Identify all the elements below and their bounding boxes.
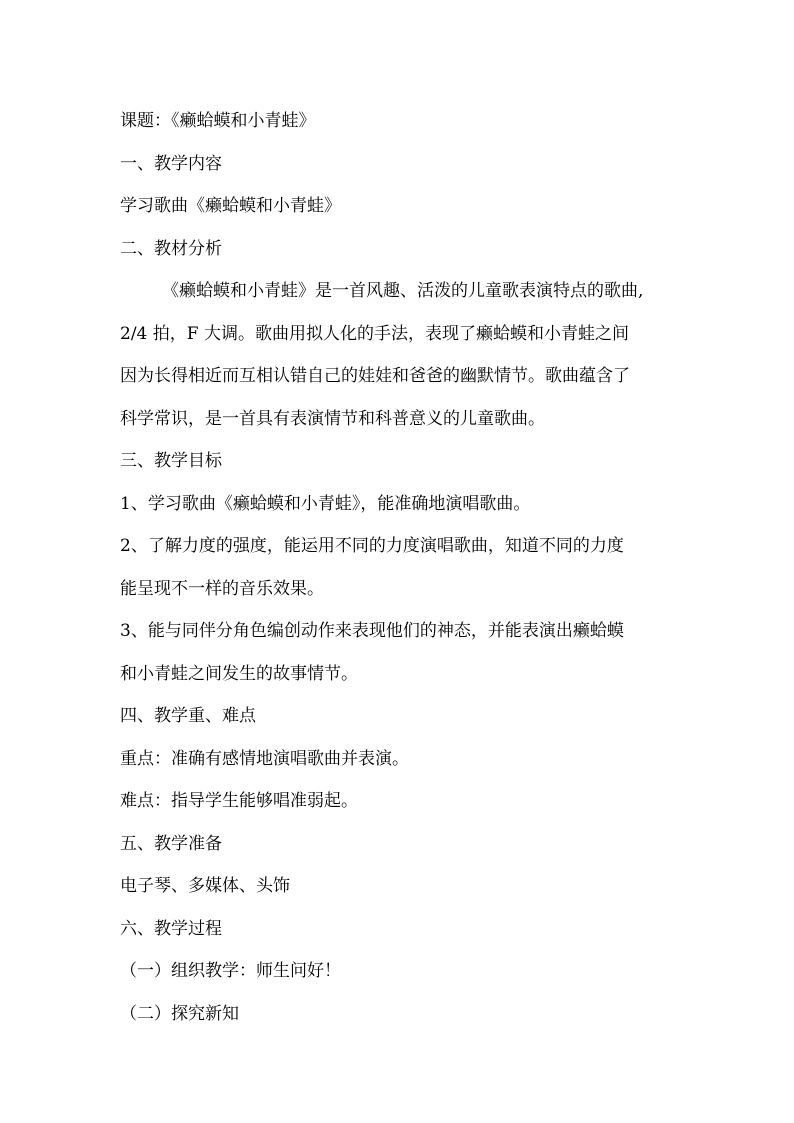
difficult-point-text: 难点：指导学生能够唱准弱起。: [120, 791, 358, 811]
process-step-2: （二）探究新知: [120, 1003, 239, 1024]
section-heading-material-analysis: 二、教材分析: [120, 238, 222, 259]
section-heading-preparation: 五、教学准备: [120, 833, 222, 854]
section-heading-teaching-process: 六、教学过程: [120, 918, 222, 939]
goal-item-1: 1、学习歌曲《癞蛤蟆和小青蛙》，能准确地演唱歌曲。: [120, 493, 531, 514]
analysis-line: 2/4 拍，F 大调。歌曲用拟人化的手法，表现了癞蛤蟆和小青蛙之间: [120, 323, 629, 344]
process-step-1: （一）组织教学：师生问好！: [120, 961, 341, 981]
analysis-line: 科学常识，是一首具有表演情节和科普意义的儿童歌曲。: [120, 408, 545, 429]
goal-line: 2、了解力度的强度，能运用不同的力度演唱歌曲，知道不同的力度: [120, 536, 624, 556]
key-point-text: 重点：准确有感情地演唱歌曲并表演。: [120, 748, 409, 769]
preparation-text: 电子琴、多媒体、头饰: [120, 876, 290, 896]
analysis-line: 《癞蛤蟆和小青蛙》是一首风趣、活泼的儿童歌表演特点的歌曲,: [162, 281, 644, 301]
goal-item-3: [120, 610, 676, 695]
goal-line: 3、能与同伴分角色编创动作来表现他们的神态，并能表演出癞蛤蟆: [120, 621, 624, 641]
goal-item-2: [120, 525, 676, 610]
section-heading-key-points: 四、教学重、难点: [120, 706, 256, 726]
teaching-content-text: 学习歌曲《癞蛤蟆和小青蛙》: [120, 196, 341, 216]
material-analysis-paragraph: [120, 270, 676, 440]
analysis-line: 因为长得相近而互相认错自己的娃娃和爸爸的幽默情节。歌曲蕴含了: [120, 366, 630, 386]
lesson-title: 课题：《癞蛤蟆和小青蛙》: [120, 111, 316, 131]
section-heading-teaching-goals: 三、教学目标: [120, 451, 222, 471]
goal-line: 和小青蛙之间发生的故事情节。: [120, 663, 358, 684]
section-heading-teaching-content: 一、教学内容: [120, 153, 222, 174]
document-body: [120, 100, 676, 1035]
goal-line: 能呈现不一样的音乐效果。: [120, 578, 324, 599]
